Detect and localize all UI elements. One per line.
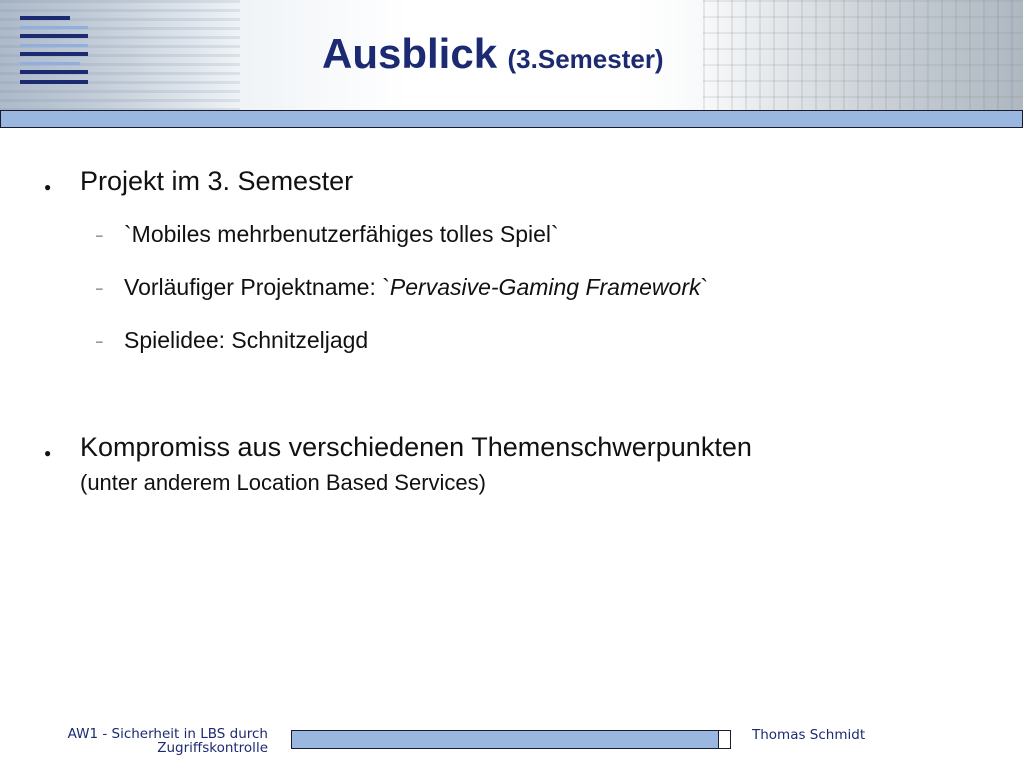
sub-bullet-2-prefix: Vorläufiger Projektname: ` [124,274,390,300]
sub-bullet-2 [124,274,708,301]
sub-bullet-2-suffix: ` [700,274,709,300]
dash-icon: – [96,228,103,242]
footer-course [24,727,268,755]
dash-icon: – [96,281,103,295]
footer-author: Thomas Schmidt [752,727,866,743]
bullet-2-text: Kompromiss aus verschiedenen Themenschwerpunkten [80,432,752,462]
sub-bullet-3-text: Spielidee: Schnitzeljagd [124,327,369,353]
slide-progress-bar [291,730,731,749]
slide-progress-fill [292,731,719,748]
sub-bullet-1-text: `Mobiles mehrbenutzerfähiges tolles Spiel` [124,221,559,247]
project-name-italic: Pervasive-Gaming Framework [389,274,701,300]
bullet-icon: ● [44,180,52,194]
footer-course-line-2: Zugriffskontrolle [157,740,268,756]
footer-course-line-1: AW1 - Sicherheit in LBS durch [67,726,268,742]
bullet-2-note: (unter anderem Location Based Services) [80,470,486,495]
bullet-icon: ● [44,446,52,460]
dash-icon: – [96,334,103,348]
slide-title-suffix: (3.Semester) [507,44,664,74]
bullet-1-text: Projekt im 3. Semester [80,166,354,196]
slide-title-main: Ausblick [322,30,498,77]
